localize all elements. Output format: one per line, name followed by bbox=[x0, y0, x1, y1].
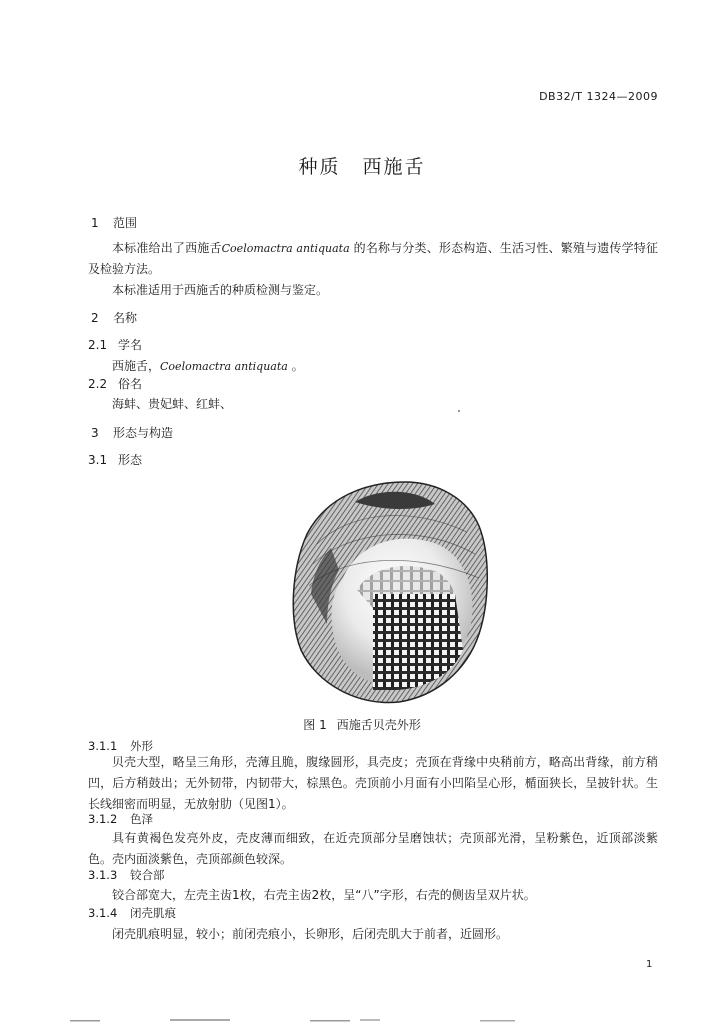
figure-caption bbox=[0, 716, 724, 733]
scan-speck bbox=[458, 410, 460, 412]
subsection-3-1-3-text: 铰合部宽大，左壳主齿1枚，右壳主齿2枚，呈“八”字形，右壳的侧齿呈双片状。 bbox=[112, 888, 536, 902]
section-title: 闭壳肌痕 bbox=[130, 906, 176, 920]
page-title bbox=[0, 152, 724, 179]
latin-name: Coelomactra antiquata bbox=[221, 242, 350, 255]
section-number: 3.1.2 bbox=[88, 812, 118, 826]
subsection-3-1-4-heading bbox=[88, 905, 176, 921]
section-title: 俗名 bbox=[118, 377, 143, 391]
subsection-3-1-2-heading bbox=[88, 811, 153, 827]
figure-label: 图 1 bbox=[303, 718, 327, 732]
subsection-3-1-4-text: 闭壳肌痕明显，较小；前闭壳痕小，长卵形，后闭壳肌大于前者，近圆形。 bbox=[112, 927, 509, 941]
scan-edge-noise bbox=[60, 1018, 660, 1024]
section-3-heading bbox=[91, 424, 173, 441]
section-number: 2 bbox=[91, 311, 99, 325]
common-names-text: 海蚌、贵妃蚌、红蚌、 bbox=[112, 397, 233, 411]
page-number: 1 bbox=[646, 959, 653, 970]
section-number: 3.1.1 bbox=[88, 739, 118, 753]
section-2-2-heading bbox=[88, 375, 142, 392]
subsection-3-1-3-heading bbox=[88, 867, 165, 883]
section-number: 3.1.3 bbox=[88, 868, 118, 882]
section-title: 外形 bbox=[130, 739, 153, 753]
section-title: 范围 bbox=[113, 216, 138, 230]
section-number: 3 bbox=[91, 426, 99, 440]
text-run: 西施舌， bbox=[112, 359, 161, 373]
section-title: 形态与构造 bbox=[113, 426, 174, 440]
title-part-2: 西施舌 bbox=[362, 156, 426, 178]
section-title: 色泽 bbox=[130, 812, 153, 826]
section-1-paragraph-2: 本标准适用于西施舌的种质检测与鉴定。 bbox=[112, 283, 329, 297]
standard-number: DB32/T 1324—2009 bbox=[539, 90, 658, 103]
section-1-paragraph-1 bbox=[88, 238, 658, 280]
section-2-heading bbox=[91, 309, 137, 326]
text-run: 。 bbox=[287, 359, 304, 373]
section-title: 名称 bbox=[113, 311, 138, 325]
section-number: 1 bbox=[91, 216, 99, 230]
text-run: 本标准给出了西施舌 bbox=[112, 241, 222, 255]
section-3-1-heading bbox=[88, 451, 142, 468]
section-number: 2.1 bbox=[88, 338, 108, 352]
section-number: 2.2 bbox=[88, 377, 108, 391]
section-title: 铰合部 bbox=[130, 868, 165, 882]
section-title: 形态 bbox=[118, 453, 143, 467]
figure-title: 西施舌贝壳外形 bbox=[336, 718, 421, 732]
scientific-name-text bbox=[112, 356, 304, 377]
section-title: 学名 bbox=[118, 338, 143, 352]
latin-name: Coelomactra antiquata bbox=[160, 360, 288, 373]
subsection-3-1-2-text: 具有黄褐色发亮外皮，壳皮薄而细致，在近壳顶部分呈磨蚀状；壳顶部光滑，呈粉紫色，近顶部淡紫色。壳内面淡紫色，壳顶部颜色较深。 bbox=[88, 831, 658, 866]
section-1-heading bbox=[91, 214, 137, 231]
title-part-1: 种质 bbox=[298, 156, 341, 178]
section-number: 3.1.4 bbox=[88, 906, 118, 920]
text-run: 的名称与分类、形态构造、生活习性、繁殖与遗传学特征及检验方法。 bbox=[88, 241, 658, 276]
section-number: 3.1 bbox=[88, 453, 108, 467]
shell-figure bbox=[287, 474, 493, 706]
section-2-1-heading bbox=[88, 336, 142, 353]
subsection-3-1-1-text: 贝壳大型，略呈三角形，壳薄且脆，腹缘圆形，具壳皮；壳顶在背缘中央稍前方，略高出背缘，前方稍凹，后方稍鼓出；无外韧带，内韧带大，棕黑色。壳顶前小月面有小凹陷呈心形，楯面狭长，呈披针状。生长线细密而明显，无放射肋（见图1）。 bbox=[88, 755, 658, 811]
